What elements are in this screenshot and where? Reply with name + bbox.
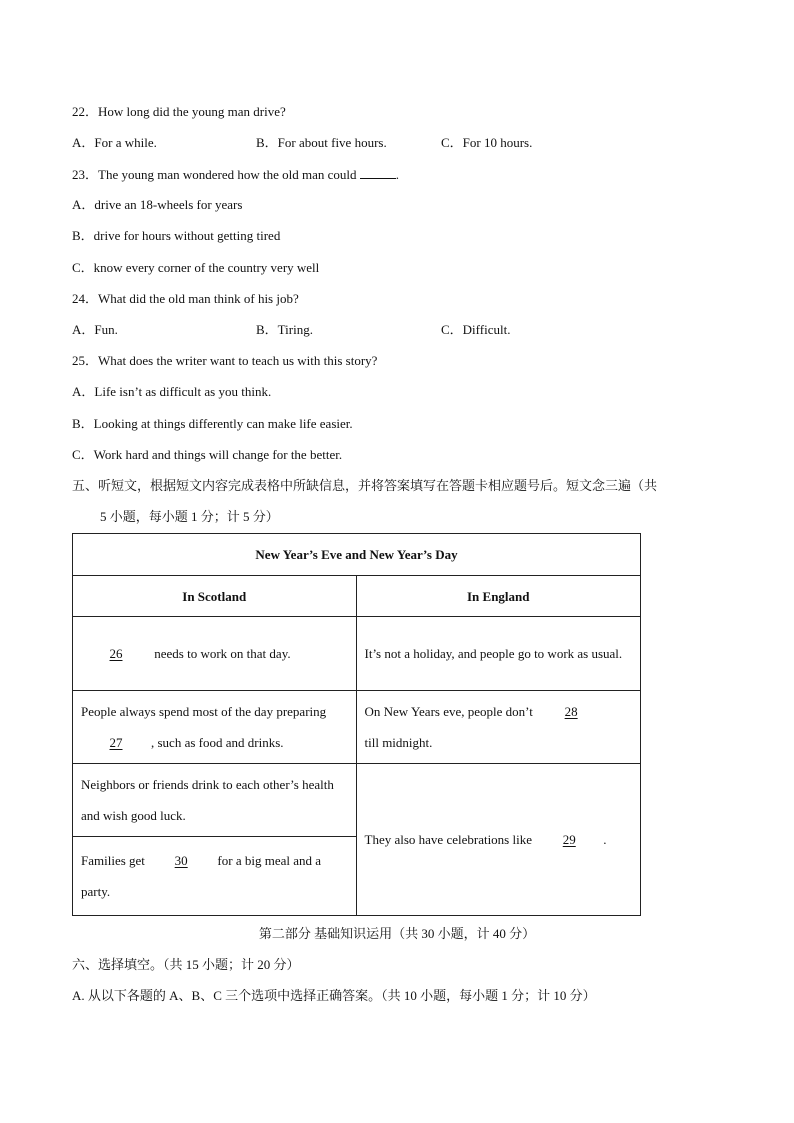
cell-scotland-row4-end: for a big meal and a party. [81,853,322,899]
cell-england-row2 [356,691,641,764]
blank-30: 30 [174,853,188,868]
q25-option-b: B．Looking at things differently can make life easier. [72,416,353,431]
cell-scotland-row4 [73,837,357,916]
cell-scotland-row2 [73,691,357,764]
section5-heading-line1: 五、听短文，根据短文内容完成表格中所缺信息，并将答案填写在答题卡相应题号后。短文念三遍（共 [72,478,658,493]
blank-29: 29 [562,832,576,847]
cell-england-row2-text: On New Years eve, people don’t [364,704,537,719]
q24-option-c: C．Difficult. [441,322,511,337]
cell-scotland-row2-text: People always spend most of the day preparing [81,704,327,719]
q23-option-a: A．drive an 18-wheels for years [72,197,243,212]
cell-england-row3 [356,764,641,916]
q25-stem: 25．What does the writer want to teach us with this story? [72,353,378,368]
q23-stem [72,166,399,183]
q24-stem: 24．What did the old man think of his job? [72,291,299,306]
q25-option-a: A．Life isn’t as difficult as you think. [72,384,272,399]
q25-option-c: C．Work hard and things will change for the better. [72,447,343,462]
cell-england-row1: It’s not a holiday, and people go to work as usual. [356,617,641,691]
q23-option-b: B．drive for hours without getting tired [72,228,281,243]
q23-stem-end: . [395,167,399,182]
q23-blank [360,166,396,179]
column-header-england: In England [356,576,641,617]
cell-england-row3-end: . [603,832,607,847]
q23-stem-text: 23．The young man wondered how the old man could [72,167,360,182]
cell-scotland-row1-text: needs to work on that day. [151,646,291,661]
blank-26: 26 [109,646,123,661]
sectionA-heading: A. 从以下各题的 A、B、C 三个选项中选择正确答案。（共 10 小题，每小题 1 分；计 10 分） [72,988,596,1003]
column-header-scotland: In Scotland [73,576,357,617]
q23-option-c: C．know every corner of the country very well [72,260,320,275]
q24-option-a: A．Fun. [72,322,118,337]
q22-stem: 22．How long did the young man drive? [72,104,286,119]
q22-option-b: B．For about five hours. [256,135,387,150]
listening-table [72,533,641,916]
q24-option-b: B．Tiring. [256,322,313,337]
cell-england-row2-end: till midnight. [364,735,433,750]
cell-england-row3-text: They also have celebrations like [364,832,536,847]
q22-option-a: A．For a while. [72,135,157,150]
blank-27: 27 [109,735,123,750]
blank-28: 28 [564,704,578,719]
section5-heading-line2: 5 小题，每小题 1 分；计 5 分） [100,509,279,524]
q22-option-c: C．For 10 hours. [441,135,533,150]
cell-scotland-row1 [73,617,357,691]
part2-title: 第二部分 基础知识运用（共 30 小题，计 40 分） [258,926,536,941]
section6-heading: 六、选择填空。（共 15 小题；计 20 分） [72,957,300,972]
cell-scotland-row2-end: , such as food and drinks. [151,735,284,750]
cell-scotland-row4-text: Families get [81,853,149,868]
cell-scotland-row3: Neighbors or friends drink to each other’s health and wish good luck. [73,764,357,837]
table-title: New Year’s Eve and New Year’s Day [73,534,641,576]
